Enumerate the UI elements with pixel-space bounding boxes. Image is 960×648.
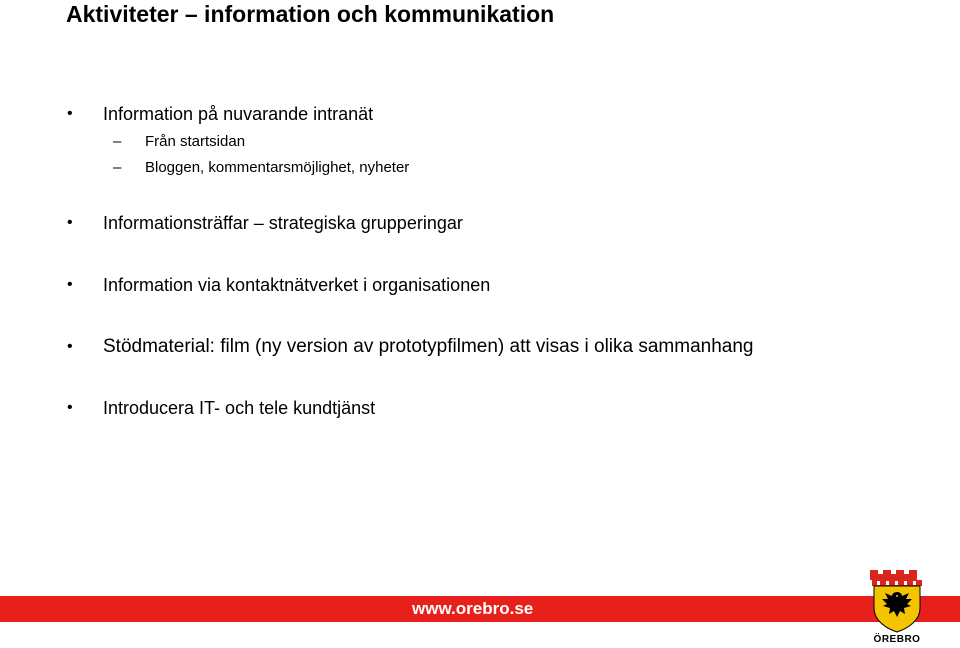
bullet-text: Information via kontaktnätverket i organisationen — [103, 275, 491, 295]
bullet-marker: • — [67, 214, 73, 231]
bullet-text: Introducera IT- och tele kundtjänst — [103, 398, 376, 418]
sub-bullet-text: Bloggen, kommentarsmöjlighet, nyheter — [145, 159, 410, 176]
bullet-marker: • — [67, 399, 73, 416]
bullet-marker: • — [67, 276, 73, 293]
bullet-text: Information på nuvarande intranät — [103, 104, 374, 124]
sub-bullet-text: Från startsidan — [145, 133, 246, 150]
dash-marker: – — [113, 159, 122, 176]
footer-url-link[interactable]: www.orebro.se — [412, 599, 534, 618]
bullet-marker: • — [67, 105, 73, 122]
bullet-marker: • — [67, 338, 73, 355]
slide-title: Aktiviteter – information och kommunikation — [66, 1, 555, 27]
bullet-text: Stödmaterial: film (ny version av prototypfilmen) att visas i olika sammanhang — [103, 336, 754, 357]
logo-text: ÖREBRO — [873, 634, 921, 645]
orebro-coat-of-arms-icon — [866, 566, 928, 634]
orebro-logo — [866, 566, 928, 648]
bullet-text: Informationsträffar – strategiska grupperingar — [103, 213, 463, 233]
dash-marker: – — [113, 133, 122, 150]
